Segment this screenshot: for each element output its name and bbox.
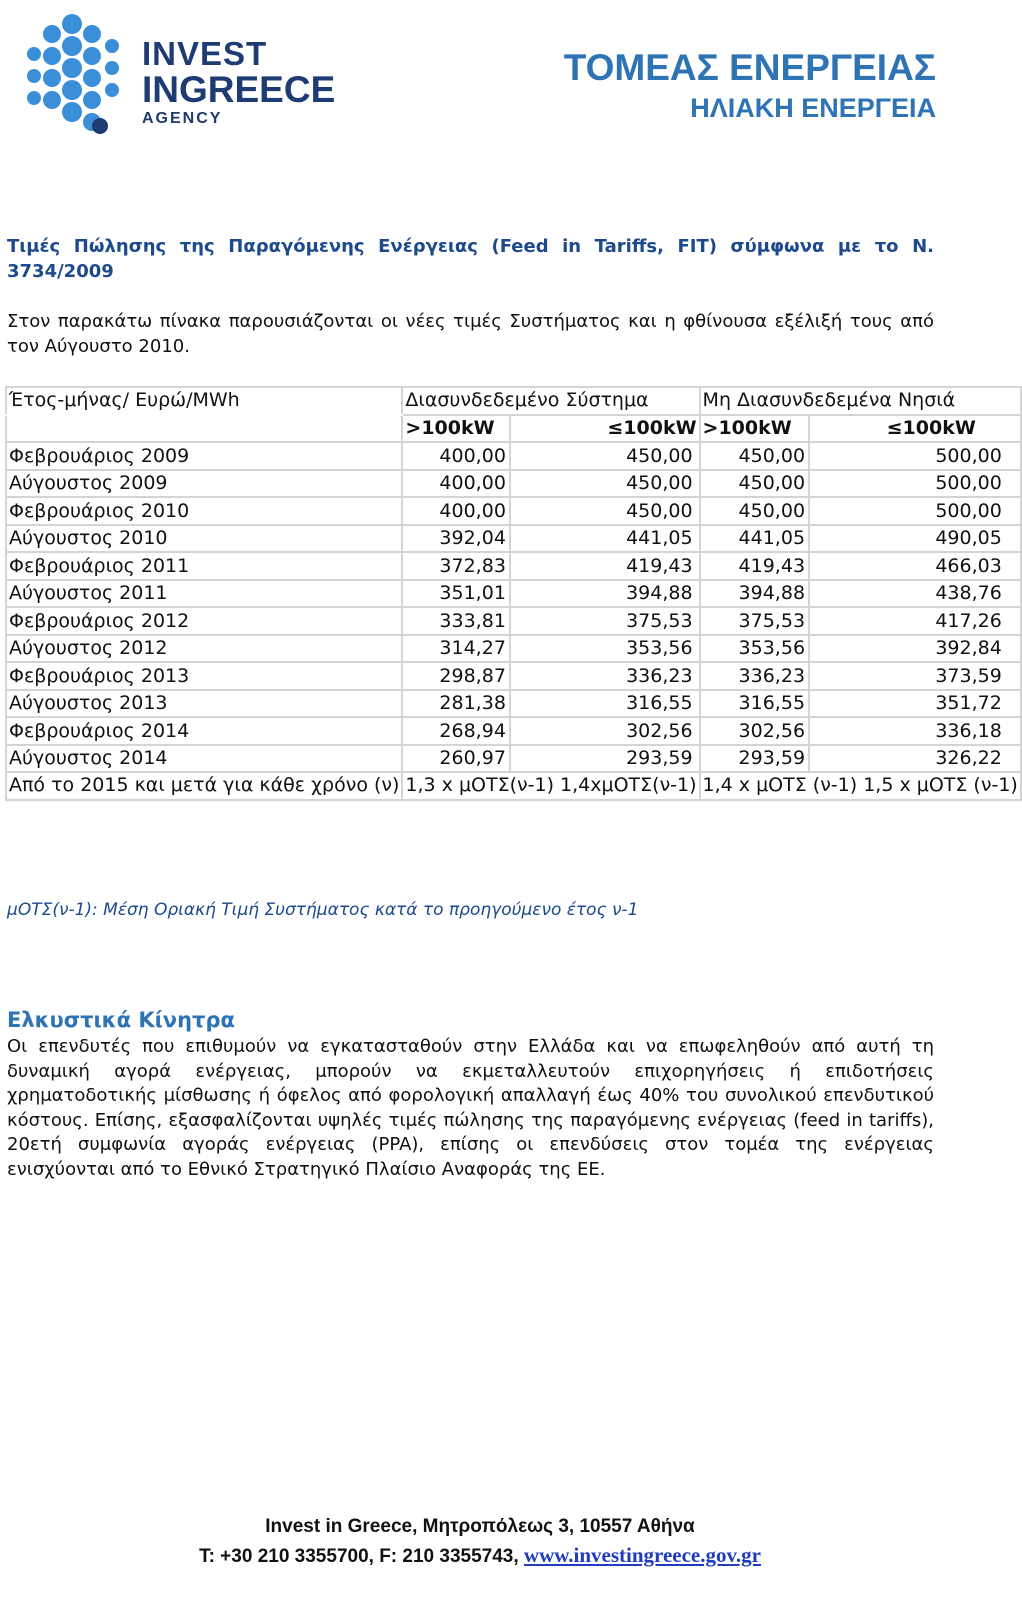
cell-interconnected-le-100kw: 394,88 xyxy=(510,580,699,608)
logo-line-ingreece: INGREECE xyxy=(142,69,336,110)
cell-islands-gt-100kw: 302,56 xyxy=(700,717,810,745)
incentives-paragraph: Οι επενδυτές που επιθυμούν να εγκατασταθούν στην Ελλάδα και να επωφεληθούν από αυτή τη δυναμική αγορά ενέργειας, μπορούν να εκμεταλλευτούν επιχορηγήσεις ή επιδοτήσεις χρηματοδοτικής μίσθωσης ή όφελος από φορολογική απαλλαγή έως 40% του συνολικού επενδυτικού κόστους. Επίσης, εξασφαλίζονται υψηλές τιμές πώλησης της παραγόμενης ενέργειας (feed in tariffs), 20ετή συμφωνία αγοράς ενέργειας (PPA), επίσης οι επενδύσεις στον τομέα της ενέργειας ενισχύονται από το Εθνικό Στρατηγικό Πλαίσιο Αναφοράς της ΕΕ. xyxy=(7,1036,934,1180)
cell-interconnected-le-100kw: 336,23 xyxy=(510,662,699,690)
cell-interconnected-gt-100kw: 298,87 xyxy=(402,662,510,690)
cell-interconnected-le-100kw: 450,00 xyxy=(510,497,699,525)
sector-heading xyxy=(564,46,936,126)
cell-islands-le-100kw: 351,72 xyxy=(809,690,1021,718)
cell-islands-gt-100kw: 336,23 xyxy=(700,662,810,690)
cell-islands-le-100kw: 500,00 xyxy=(809,442,1021,470)
feed-in-tariffs-table xyxy=(5,386,1022,801)
cell-islands-le-100kw: 326,22 xyxy=(809,745,1021,773)
table-row xyxy=(6,635,1021,663)
cell-period: Φεβρουάριος 2013 xyxy=(6,662,402,690)
cell-interconnected-gt-100kw: 333,81 xyxy=(402,607,510,635)
cell-period: Φεβρουάριος 2012 xyxy=(6,607,402,635)
cell-islands-gt-100kw: 293,59 xyxy=(700,745,810,773)
cell-islands-formula: 1,4 x μΟΤΣ (ν-1) 1,5 x μΟΤΣ (ν-1) xyxy=(700,772,1021,800)
cell-islands-le-100kw: 490,05 xyxy=(809,525,1021,553)
cell-islands-gt-100kw: 450,00 xyxy=(700,470,810,498)
subheader-islands-gt-100kw: >100kW xyxy=(700,415,810,443)
cell-period: Φεβρουάριος 2010 xyxy=(6,497,402,525)
table-row xyxy=(6,525,1021,553)
cell-islands-le-100kw: 500,00 xyxy=(809,497,1021,525)
motc-footnote: μΟΤΣ(ν-1): Μέση Οριακή Τιμή Συστήματος κατά το προηγούμενο έτος ν-1 xyxy=(7,900,639,920)
cell-period-2015-onwards: Από το 2015 και μετά για κάθε χρόνο (ν) xyxy=(6,772,402,800)
table-row xyxy=(6,717,1021,745)
header-interconnected-system: Διασυνδεδεμένο Σύστημα xyxy=(402,387,699,415)
cell-islands-gt-100kw: 441,05 xyxy=(700,525,810,553)
cell-period: Φεβρουάριος 2011 xyxy=(6,552,402,580)
cell-islands-gt-100kw: 450,00 xyxy=(700,442,810,470)
website-link[interactable]: www.investingreece.gov.gr xyxy=(523,1543,761,1567)
cell-interconnected-gt-100kw: 372,83 xyxy=(402,552,510,580)
subheader-islands-le-100kw: ≤100kW xyxy=(809,415,1021,443)
footer-contact xyxy=(0,1541,960,1571)
logo-dots-icon xyxy=(22,14,134,136)
incentives-title: Ελκυστικά Κίνητρα xyxy=(7,1008,235,1032)
cell-islands-gt-100kw: 353,56 xyxy=(700,635,810,663)
cell-islands-le-100kw: 438,76 xyxy=(809,580,1021,608)
cell-islands-le-100kw: 417,26 xyxy=(809,607,1021,635)
cell-interconnected-gt-100kw: 351,01 xyxy=(402,580,510,608)
subheader-empty xyxy=(6,415,402,443)
subheader-interconnected-gt-100kw: >100kW xyxy=(402,415,510,443)
cell-interconnected-le-100kw: 419,43 xyxy=(510,552,699,580)
cell-islands-le-100kw: 466,03 xyxy=(809,552,1021,580)
header-period: Έτος-μήνας/ Ευρώ/MWh xyxy=(6,387,402,415)
cell-interconnected-gt-100kw: 392,04 xyxy=(402,525,510,553)
sector-subtitle: ΗΛΙΑΚΗ ΕΝΕΡΓΕΙΑ xyxy=(690,93,936,123)
cell-period: Φεβρουάριος 2014 xyxy=(6,717,402,745)
cell-period: Αύγουστος 2010 xyxy=(6,525,402,553)
subheader-interconnected-le-100kw: ≤100kW xyxy=(510,415,699,443)
fit-section-title: Τιμές Πώλησης της Παραγόμενης Ενέργειας (Feed in Tariffs, FIT) σύμφωνα με το Ν. 3734/2009 xyxy=(7,236,934,282)
cell-islands-le-100kw: 500,00 xyxy=(809,470,1021,498)
table-row xyxy=(6,497,1021,525)
cell-period: Αύγουστος 2013 xyxy=(6,690,402,718)
table-subheader-row xyxy=(6,415,1021,443)
table-row xyxy=(6,662,1021,690)
cell-interconnected-gt-100kw: 281,38 xyxy=(402,690,510,718)
table-row xyxy=(6,470,1021,498)
table-row xyxy=(6,442,1021,470)
cell-interconnected-gt-100kw: 400,00 xyxy=(402,470,510,498)
footer-phones: T: +30 210 3355700, F: 210 3355743, xyxy=(199,1546,519,1567)
logo-line-invest: INVEST xyxy=(142,35,268,72)
cell-period: Αύγουστος 2014 xyxy=(6,745,402,773)
cell-interconnected-le-100kw: 293,59 xyxy=(510,745,699,773)
header-non-interconnected-islands: Μη Διασυνδεδεμένα Νησιά xyxy=(700,387,1021,415)
table-row xyxy=(6,607,1021,635)
cell-period: Φεβρουάριος 2009 xyxy=(6,442,402,470)
table-row xyxy=(6,690,1021,718)
logo-line-agency: AGENCY xyxy=(142,110,223,127)
table-row xyxy=(6,745,1021,773)
cell-interconnected-gt-100kw: 400,00 xyxy=(402,442,510,470)
cell-islands-le-100kw: 373,59 xyxy=(809,662,1021,690)
cell-interconnected-formula: 1,3 x μΟΤΣ(ν-1) 1,4xμΟΤΣ(ν-1) xyxy=(402,772,699,800)
cell-islands-gt-100kw: 419,43 xyxy=(700,552,810,580)
intro-paragraph: Στον παρακάτω πίνακα παρουσιάζονται οι νέες τιμές Συστήματος και η φθίνουσα εξέλιξή τους από τον Αύγουστο 2010. xyxy=(7,311,934,357)
sector-title: ΤΟΜΕΑΣ ΕΝΕΡΓΕΙΑΣ xyxy=(563,47,936,88)
cell-period: Αύγουστος 2009 xyxy=(6,470,402,498)
table-row xyxy=(6,580,1021,608)
cell-interconnected-le-100kw: 450,00 xyxy=(510,442,699,470)
cell-interconnected-gt-100kw: 400,00 xyxy=(402,497,510,525)
cell-interconnected-le-100kw: 302,56 xyxy=(510,717,699,745)
table-row xyxy=(6,552,1021,580)
cell-islands-gt-100kw: 316,55 xyxy=(700,690,810,718)
cell-interconnected-le-100kw: 450,00 xyxy=(510,470,699,498)
cell-interconnected-le-100kw: 316,55 xyxy=(510,690,699,718)
cell-period: Αύγουστος 2011 xyxy=(6,580,402,608)
table-header-row xyxy=(6,387,1021,415)
cell-islands-gt-100kw: 450,00 xyxy=(700,497,810,525)
cell-interconnected-le-100kw: 353,56 xyxy=(510,635,699,663)
table-row-2015-onwards xyxy=(6,772,1021,800)
cell-islands-le-100kw: 392,84 xyxy=(809,635,1021,663)
cell-interconnected-gt-100kw: 260,97 xyxy=(402,745,510,773)
cell-islands-gt-100kw: 375,53 xyxy=(700,607,810,635)
cell-interconnected-le-100kw: 375,53 xyxy=(510,607,699,635)
cell-islands-le-100kw: 336,18 xyxy=(809,717,1021,745)
page-footer xyxy=(0,1512,960,1571)
footer-address: Invest in Greece, Μητροπόλεως 3, 10557 Αθήνα xyxy=(265,1516,695,1537)
cell-interconnected-le-100kw: 441,05 xyxy=(510,525,699,553)
cell-interconnected-gt-100kw: 314,27 xyxy=(402,635,510,663)
cell-interconnected-gt-100kw: 268,94 xyxy=(402,717,510,745)
cell-islands-gt-100kw: 394,88 xyxy=(700,580,810,608)
invest-in-greece-logo xyxy=(22,14,342,140)
cell-period: Αύγουστος 2012 xyxy=(6,635,402,663)
logo-wordmark xyxy=(142,36,335,129)
